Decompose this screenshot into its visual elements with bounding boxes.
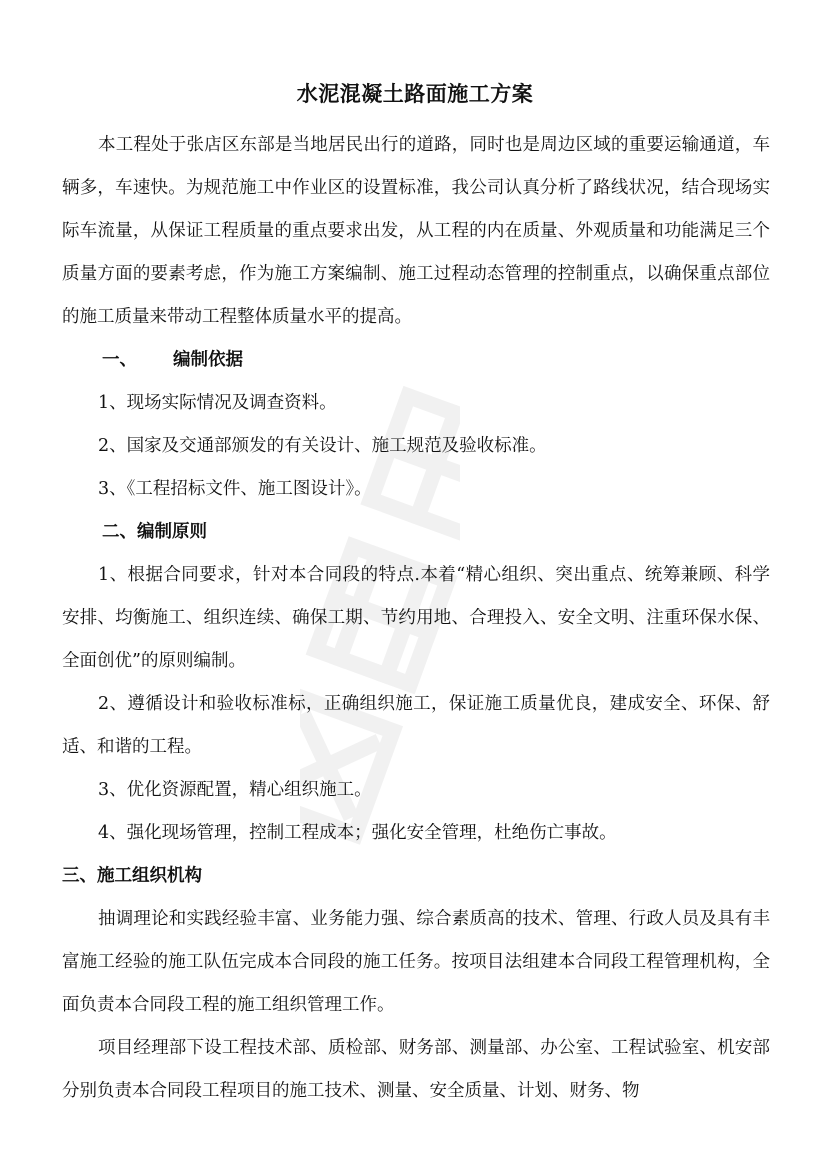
section-3-paragraph: 项目经理部下设工程技术部、质检部、财务部、测量部、办公室、工程试验室、机安部分别负责本合同段工程项目的施工技术、测量、安全质量、计划、财务、物 xyxy=(62,1038,770,1101)
section-1-title: 编制依据 xyxy=(173,350,243,370)
section-2-heading: 二、编制原则 xyxy=(102,522,207,542)
section-2-item: 2、遵循设计和验收标准标，正确组织施工，保证施工质量优良，建成安全、环保、舒适、和谐的工程。 xyxy=(62,694,770,757)
section-2-item: 4、强化现场管理，控制工程成本；强化安全管理，杜绝伤亡事故。 xyxy=(98,823,617,843)
section-2-item: 1、根据合同要求，针对本合同段的特点.本着“精心组织、突出重点、统筹兼顾、科学安排、均衡施工、组织连续、确保工期、节约用地、合理投入、安全文明、注重环保水保、全面创优”的原则编制。 xyxy=(62,565,770,671)
section-3-heading: 三、施工组织机构 xyxy=(62,866,202,886)
document-title: 水泥混凝土路面施工方案 xyxy=(296,81,534,106)
intro-paragraph: 本工程处于张店区东部是当地居民出行的道路，同时也是周边区域的重要运输通道，车辆多，车速快。为规范施工中作业区的设置标准，我公司认真分析了路线状况，结合现场实际车流量，从保证工程质量的重点要求出发，从工程的内在质量、外观质量和功能满足三个质量方面的要素考虑，作为施工方案编制、施工过程动态管理的控制重点，以确保重点部位的施工质量来带动工程整体质量水平的提高。 xyxy=(62,135,770,327)
section-1-heading xyxy=(102,339,243,382)
section-1-number: 一、 xyxy=(102,350,137,370)
section-3-paragraph: 抽调理论和实践经验丰富、业务能力强、综合素质高的技术、管理、行政人员及具有丰富施工经验的施工队伍完成本合同段的施工任务。按项目法组建本合同段工程管理机构，全面负责本合同段工程的施工组织管理工作。 xyxy=(62,909,770,1015)
section-1-item: 2、国家及交通部颁发的有关设计、施工规范及验收标准。 xyxy=(98,436,547,456)
section-1-item: 3、《工程招标文件、施工图设计》。 xyxy=(98,479,372,499)
section-1-item: 1、现场实际情况及调查资料。 xyxy=(98,393,337,413)
section-2-item: 3、优化资源配置，精心组织施工。 xyxy=(98,780,372,800)
